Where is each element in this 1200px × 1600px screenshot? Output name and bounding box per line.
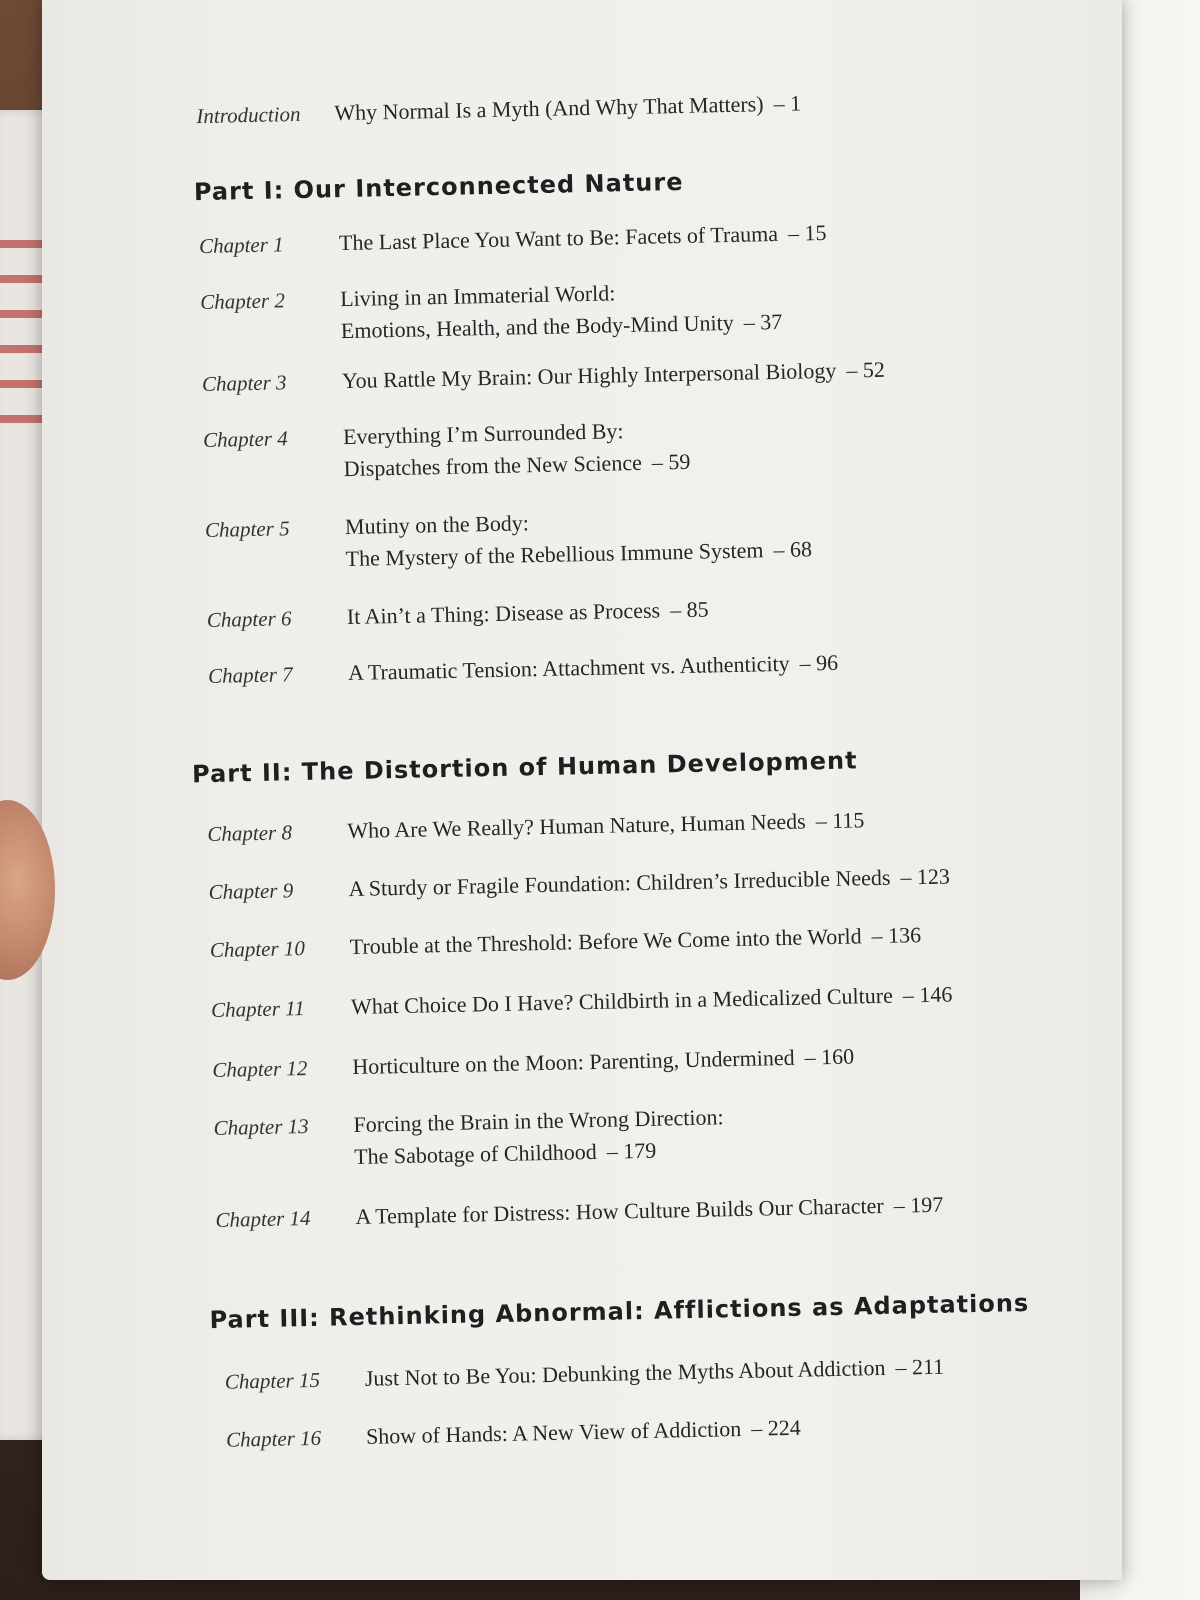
toc-label: Chapter 5 [204, 516, 290, 543]
toc-title-line: The Mystery of the Rebellious Immune System [345, 537, 764, 572]
toc-title [334, 87, 801, 129]
toc-introduction[interactable] [196, 87, 801, 132]
toc-title-line: The Last Place You Want to Be: Facets of Trauma [338, 220, 779, 256]
toc-title-line: A Sturdy or Fragile Foundation: Children’s Irreducible Needs [348, 864, 891, 902]
toc-title-line: Just Not to Be You: Debunking the Myths About Addiction [364, 1354, 886, 1391]
toc-chapter[interactable] [213, 1101, 724, 1176]
toc-page-number: – 96 [799, 649, 839, 676]
toc-chapter[interactable] [208, 647, 839, 692]
toc-title-line: Forcing the Brain in the Wrong Direction: [353, 1104, 724, 1138]
toc-page-number: – 211 [895, 1353, 945, 1380]
book-page [42, 0, 1122, 1580]
toc-page-number: – 136 [871, 922, 922, 949]
toc-label: Chapter 6 [206, 606, 292, 632]
toc-title [348, 860, 950, 905]
toc-chapter[interactable] [200, 274, 783, 350]
toc-title [339, 217, 827, 259]
toc-title [342, 354, 886, 397]
toc-page-number: – 224 [750, 1414, 802, 1441]
toc-label: Chapter 2 [199, 288, 286, 315]
toc-title [351, 978, 953, 1023]
toc-title-line: Who Are We Really? Human Nature, Human Needs [347, 808, 806, 844]
toc-title [348, 647, 839, 689]
toc-page-number: – 146 [902, 981, 953, 1008]
toc-chapter[interactable] [199, 217, 827, 262]
toc-chapter[interactable] [225, 1351, 945, 1398]
toc-chapter[interactable] [208, 860, 950, 908]
toc-title-line: Everything I’m Surrounded By: [342, 418, 624, 450]
toc-chapter[interactable] [207, 593, 709, 636]
toc-page-number: – 123 [900, 863, 951, 890]
toc-title-line: It Ain’t a Thing: Disease as Process [346, 597, 661, 630]
toc-title-line: A Template for Distress: How Culture Builds Our Character [355, 1192, 884, 1230]
toc-title [366, 1412, 801, 1453]
toc-label: Chapter 11 [210, 996, 305, 1022]
toc-chapter[interactable] [209, 919, 921, 966]
toc-title-line: Mutiny on the Body: [344, 510, 530, 540]
toc-label: Chapter 12 [212, 1055, 308, 1082]
toc-label: Chapter 13 [213, 1113, 309, 1140]
toc-label: Chapter 4 [202, 426, 288, 453]
toc-chapter[interactable] [207, 804, 865, 850]
toc-title [353, 1101, 724, 1173]
toc-title [349, 919, 921, 963]
toc-page-number: – 115 [815, 807, 865, 834]
part-title: Part II: The Distortion of Human Development [191, 746, 858, 789]
toc-page-number: – 52 [846, 356, 886, 383]
toc-title-line: Living in an Immaterial World: [339, 280, 616, 312]
toc-page-number: – 1 [773, 90, 802, 117]
part-title: Part I: Our Interconnected Nature [193, 167, 684, 207]
toc-page-number: – 85 [669, 596, 709, 623]
toc-chapter[interactable] [211, 978, 953, 1026]
toc-title-line: Emotions, Health, and the Body-Mind Unity [340, 309, 734, 344]
toc-chapter[interactable] [205, 501, 813, 578]
toc-title-line: You Rattle My Brain: Our Highly Interpersonal Biology [341, 357, 837, 394]
toc-title [340, 274, 783, 347]
table-of-contents [42, 0, 1155, 1591]
toc-page-number: – 37 [743, 308, 783, 335]
toc-title-line: Horticulture on the Moon: Parenting, Undermined [352, 1044, 795, 1080]
toc-title-line: A Traumatic Tension: Attachment vs. Authenticity [347, 650, 790, 686]
toc-label: Chapter 14 [215, 1205, 311, 1232]
toc-label: Chapter 15 [224, 1367, 321, 1394]
toc-title [345, 501, 813, 575]
toc-page-number: – 68 [773, 536, 813, 563]
toc-title [347, 804, 865, 847]
toc-label: Chapter 8 [207, 820, 293, 847]
toc-title [347, 593, 709, 633]
toc-title [343, 414, 691, 485]
toc-title-line: Show of Hands: A New View of Addiction [365, 1415, 742, 1449]
toc-page-number: – 15 [787, 219, 827, 246]
toc-page-number: – 197 [893, 1191, 944, 1218]
toc-chapter[interactable] [203, 414, 691, 488]
toc-chapter[interactable] [202, 354, 886, 400]
toc-label: Chapter 3 [201, 370, 287, 397]
toc-title-line: Dispatches from the New Science [343, 449, 643, 482]
toc-title-line: What Choice Do I Have? Childbirth in a Medicalized Culture [350, 982, 894, 1020]
toc-title-line: The Sabotage of Childhood [353, 1138, 597, 1170]
toc-chapter[interactable] [226, 1412, 801, 1456]
toc-title-line: Trouble at the Threshold: Before We Come into the World [349, 923, 862, 960]
toc-label: Chapter 16 [225, 1425, 322, 1452]
toc-title [355, 1189, 943, 1233]
toc-title-text: Why Normal Is a Myth (And Why That Matters) [334, 91, 764, 126]
toc-title [364, 1351, 944, 1395]
part-title: Part III: Rethinking Abnormal: Afflictions as Adaptations [209, 1288, 1030, 1335]
toc-chapter[interactable] [215, 1189, 943, 1236]
toc-page-number: – 179 [606, 1137, 657, 1164]
toc-title [352, 1041, 854, 1084]
toc-chapter[interactable] [212, 1041, 854, 1086]
toc-page-number: – 59 [651, 448, 691, 475]
toc-page-number: – 160 [804, 1043, 855, 1070]
toc-label: Chapter 1 [198, 232, 284, 259]
toc-label: Chapter 9 [208, 878, 294, 905]
toc-label: Chapter 10 [209, 936, 306, 963]
toc-label: Introduction [196, 101, 301, 129]
toc-label: Chapter 7 [207, 662, 293, 688]
